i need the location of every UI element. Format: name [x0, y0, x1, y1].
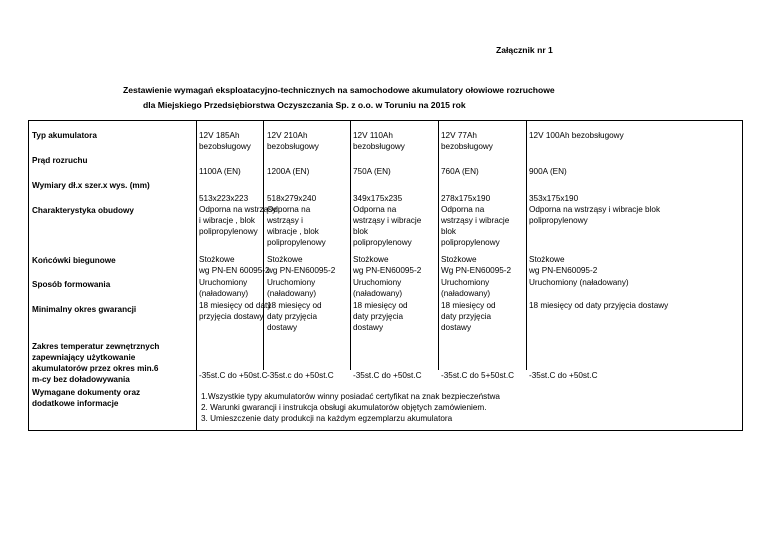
- cell-line: Odporna na wstrząsy: [199, 205, 277, 214]
- label-housing: Charakterystyka obudowy: [32, 206, 134, 215]
- cell-line: 12V 110Ah: [353, 131, 393, 140]
- cell-line: 18 miesięcy od daty: [199, 301, 272, 310]
- cell-line: wstrząsy i wibracje: [441, 216, 510, 225]
- footnote-3: 3. Umieszczenie daty produkcji na każdym egzemplarzu akumulatora: [201, 414, 453, 423]
- cell-line: Uruchomiony: [353, 278, 402, 287]
- cell-terminals-col1: [199, 254, 270, 276]
- table-top-rule: [28, 120, 743, 121]
- cell-line: Odporna na: [441, 205, 485, 214]
- cell-line: daty przyjęcia: [353, 312, 404, 321]
- cell-type-col3: [353, 130, 405, 152]
- cell-current-col2: 1200A (EN): [267, 167, 310, 176]
- cell-temp-col3: -35st.C do +50st.C: [353, 371, 422, 380]
- cell-line: 18 miesięcy od: [441, 301, 496, 310]
- cell-current-col1: 1100A (EN): [199, 167, 241, 176]
- column-divider: [350, 120, 351, 370]
- cell-current-col3: 750A (EN): [353, 167, 391, 176]
- table-bottom-rule: [28, 430, 743, 431]
- label-temp-line: m-cy bez doładowywania: [32, 375, 130, 384]
- cell-line: Stożkowe: [529, 255, 565, 264]
- cell-dims-col3: 349x175x235: [353, 194, 403, 203]
- cell-line: blok: [353, 227, 369, 236]
- cell-line: przyjęcia dostawy: [199, 312, 264, 321]
- cell-type-col1: [199, 130, 251, 152]
- label-warranty: Minimalny okres gwarancji: [32, 305, 137, 314]
- cell-dims-col2: 518x279x240: [267, 194, 317, 203]
- cell-line: bezobsługowy: [441, 142, 493, 151]
- column-divider: [438, 120, 439, 370]
- annex-label: Załącznik nr 1: [496, 45, 553, 55]
- cell-line: 12V 185Ah: [199, 131, 240, 140]
- cell-type-col2: [267, 130, 319, 152]
- cell-line: polipropylenowy: [199, 227, 258, 236]
- cell-line: wg PN-EN60095-2: [529, 266, 598, 275]
- cell-housing-col1: [199, 204, 276, 237]
- cell-line: (naładowany): [267, 289, 317, 298]
- cell-line: Uruchomiony (naładowany): [529, 278, 629, 287]
- cell-line: dostawy: [353, 323, 384, 332]
- table-label-divider: [196, 120, 197, 430]
- cell-line: bezobsługowy: [199, 142, 251, 151]
- cell-forming-col5: [529, 277, 629, 288]
- cell-line: daty przyjęcia: [441, 312, 492, 321]
- cell-warranty-col4: [441, 300, 496, 333]
- cell-dims-col5: 353x175x190: [529, 194, 579, 203]
- cell-forming-col2: [267, 277, 316, 299]
- cell-line: Stożkowe: [441, 255, 477, 264]
- footnote-1: 1.Wszystkie typy akumulatorów winny posiadać certyfikat na znak bezpieczeństwa: [201, 392, 500, 401]
- cell-dims-col1: 513x223x223: [199, 194, 249, 203]
- cell-terminals-col3: [353, 254, 421, 276]
- cell-line: 12V 210Ah: [267, 131, 308, 140]
- cell-line: Odporna na wstrząsy i wibracje blok: [529, 205, 661, 214]
- label-temp-line: Zakres temperatur zewnętrznych: [32, 342, 160, 351]
- cell-line: dostawy: [441, 323, 472, 332]
- label-dimensions: Wymiary dł.x szer.x wys. (mm): [32, 181, 150, 190]
- cell-forming-col3: [353, 277, 402, 299]
- cell-line: polipropylenowy: [353, 238, 412, 247]
- cell-type-col5: [529, 130, 624, 141]
- cell-line: Odporna na: [353, 205, 397, 214]
- document-title-line2: dla Miejskiego Przedsiębiorstwa Oczyszczania Sp. z o.o. w Toruniu na 2015 rok: [143, 100, 466, 110]
- cell-temp-col1: -35st.C do +50st.C: [199, 371, 268, 380]
- cell-line: wstrząsy i: [267, 216, 303, 225]
- cell-line: wstrząsy i wibracje: [353, 216, 422, 225]
- cell-dims-col4: 278x175x190: [441, 194, 491, 203]
- cell-temp-col5: -35st.C do +50st.C: [529, 371, 598, 380]
- cell-warranty-col5: [529, 300, 668, 311]
- column-divider: [263, 120, 264, 370]
- cell-line: wibracje , blok: [267, 227, 319, 236]
- cell-housing-col3: [353, 204, 421, 248]
- label-temp-line: akumulatorów przez okres min.6: [32, 364, 159, 373]
- table-right-rule: [742, 120, 743, 430]
- cell-warranty-col1: [199, 300, 271, 322]
- label-temperature-range: [32, 341, 159, 385]
- cell-line: wg PN-EN60095-2: [267, 266, 336, 275]
- cell-line: Uruchomiony: [267, 278, 316, 287]
- cell-line: 12V 100Ah bezobsługowy: [529, 131, 624, 140]
- cell-warranty-col2: [267, 300, 322, 333]
- cell-line: 18 miesięcy od daty przyjęcia dostawy: [529, 301, 669, 310]
- cell-housing-col4: [441, 204, 509, 248]
- cell-line: (naładowany): [199, 289, 249, 298]
- label-battery-type: Typ akumulatora: [32, 131, 97, 140]
- cell-line: Stożkowe: [353, 255, 389, 264]
- label-docs-line: dodatkowe informacje: [32, 399, 119, 408]
- cell-current-col5: 900A (EN): [529, 167, 567, 176]
- cell-line: Odporna na: [267, 205, 311, 214]
- cell-line: i wibracje , blok: [199, 216, 255, 225]
- table-left-rule: [28, 120, 29, 430]
- cell-current-col4: 760A (EN): [441, 167, 479, 176]
- cell-forming-col4: [441, 277, 490, 299]
- label-docs-line: Wymagane dokumenty oraz: [32, 388, 141, 397]
- cell-temp-col4: -35st.C do 5+50st.C: [441, 371, 515, 380]
- cell-line: Uruchomiony: [441, 278, 490, 287]
- cell-type-col4: [441, 130, 493, 152]
- cell-line: bezobsługowy: [267, 142, 319, 151]
- cell-line: daty przyjęcia: [267, 312, 318, 321]
- cell-line: (naładowany): [353, 289, 403, 298]
- cell-line: (naładowany): [441, 289, 491, 298]
- label-required-documents: [32, 387, 140, 409]
- cell-line: Stożkowe: [267, 255, 303, 264]
- cell-forming-col1: [199, 277, 248, 299]
- cell-temp-col2: -35st.c do +50st.C: [267, 371, 334, 380]
- label-temp-line: zapewniający użytkowanie: [32, 353, 136, 362]
- label-forming: Sposób formowania: [32, 280, 111, 289]
- cell-line: 18 miesięcy od: [353, 301, 408, 310]
- label-starting-current: Prąd rozruchu: [32, 156, 88, 165]
- cell-warranty-col3: [353, 300, 408, 333]
- document-title-line1: Zestawienie wymagań eksploatacyjno-technicznych na samochodowe akumulatory ołowiowe rozruchowe: [123, 85, 555, 95]
- column-divider: [526, 120, 527, 370]
- cell-line: polipropylenowy: [441, 238, 500, 247]
- cell-line: Stożkowe: [199, 255, 235, 264]
- cell-line: Wg PN-EN60095-2: [441, 266, 512, 275]
- cell-line: bezobsługowy: [353, 142, 405, 151]
- cell-terminals-col5: [529, 254, 597, 276]
- footnote-2: 2. Warunki gwarancji i instrukcja obsługi akumulatorów objętych zamówieniem.: [201, 403, 487, 412]
- cell-housing-col5: [529, 204, 660, 226]
- cell-line: 18 miesięcy od: [267, 301, 322, 310]
- cell-line: polipropylenowy: [267, 238, 326, 247]
- cell-housing-col2: [267, 204, 326, 248]
- cell-line: blok: [441, 227, 457, 236]
- cell-line: Uruchomiony: [199, 278, 248, 287]
- cell-line: wg PN-EN60095-2: [353, 266, 422, 275]
- cell-line: 12V 77Ah: [441, 131, 477, 140]
- cell-line: polipropylenowy: [529, 216, 588, 225]
- cell-terminals-col4: [441, 254, 511, 276]
- label-terminals: Końcówki biegunowe: [32, 256, 116, 265]
- cell-line: dostawy: [267, 323, 298, 332]
- cell-terminals-col2: [267, 254, 335, 276]
- cell-line: wg PN-EN 60095-2: [199, 266, 270, 275]
